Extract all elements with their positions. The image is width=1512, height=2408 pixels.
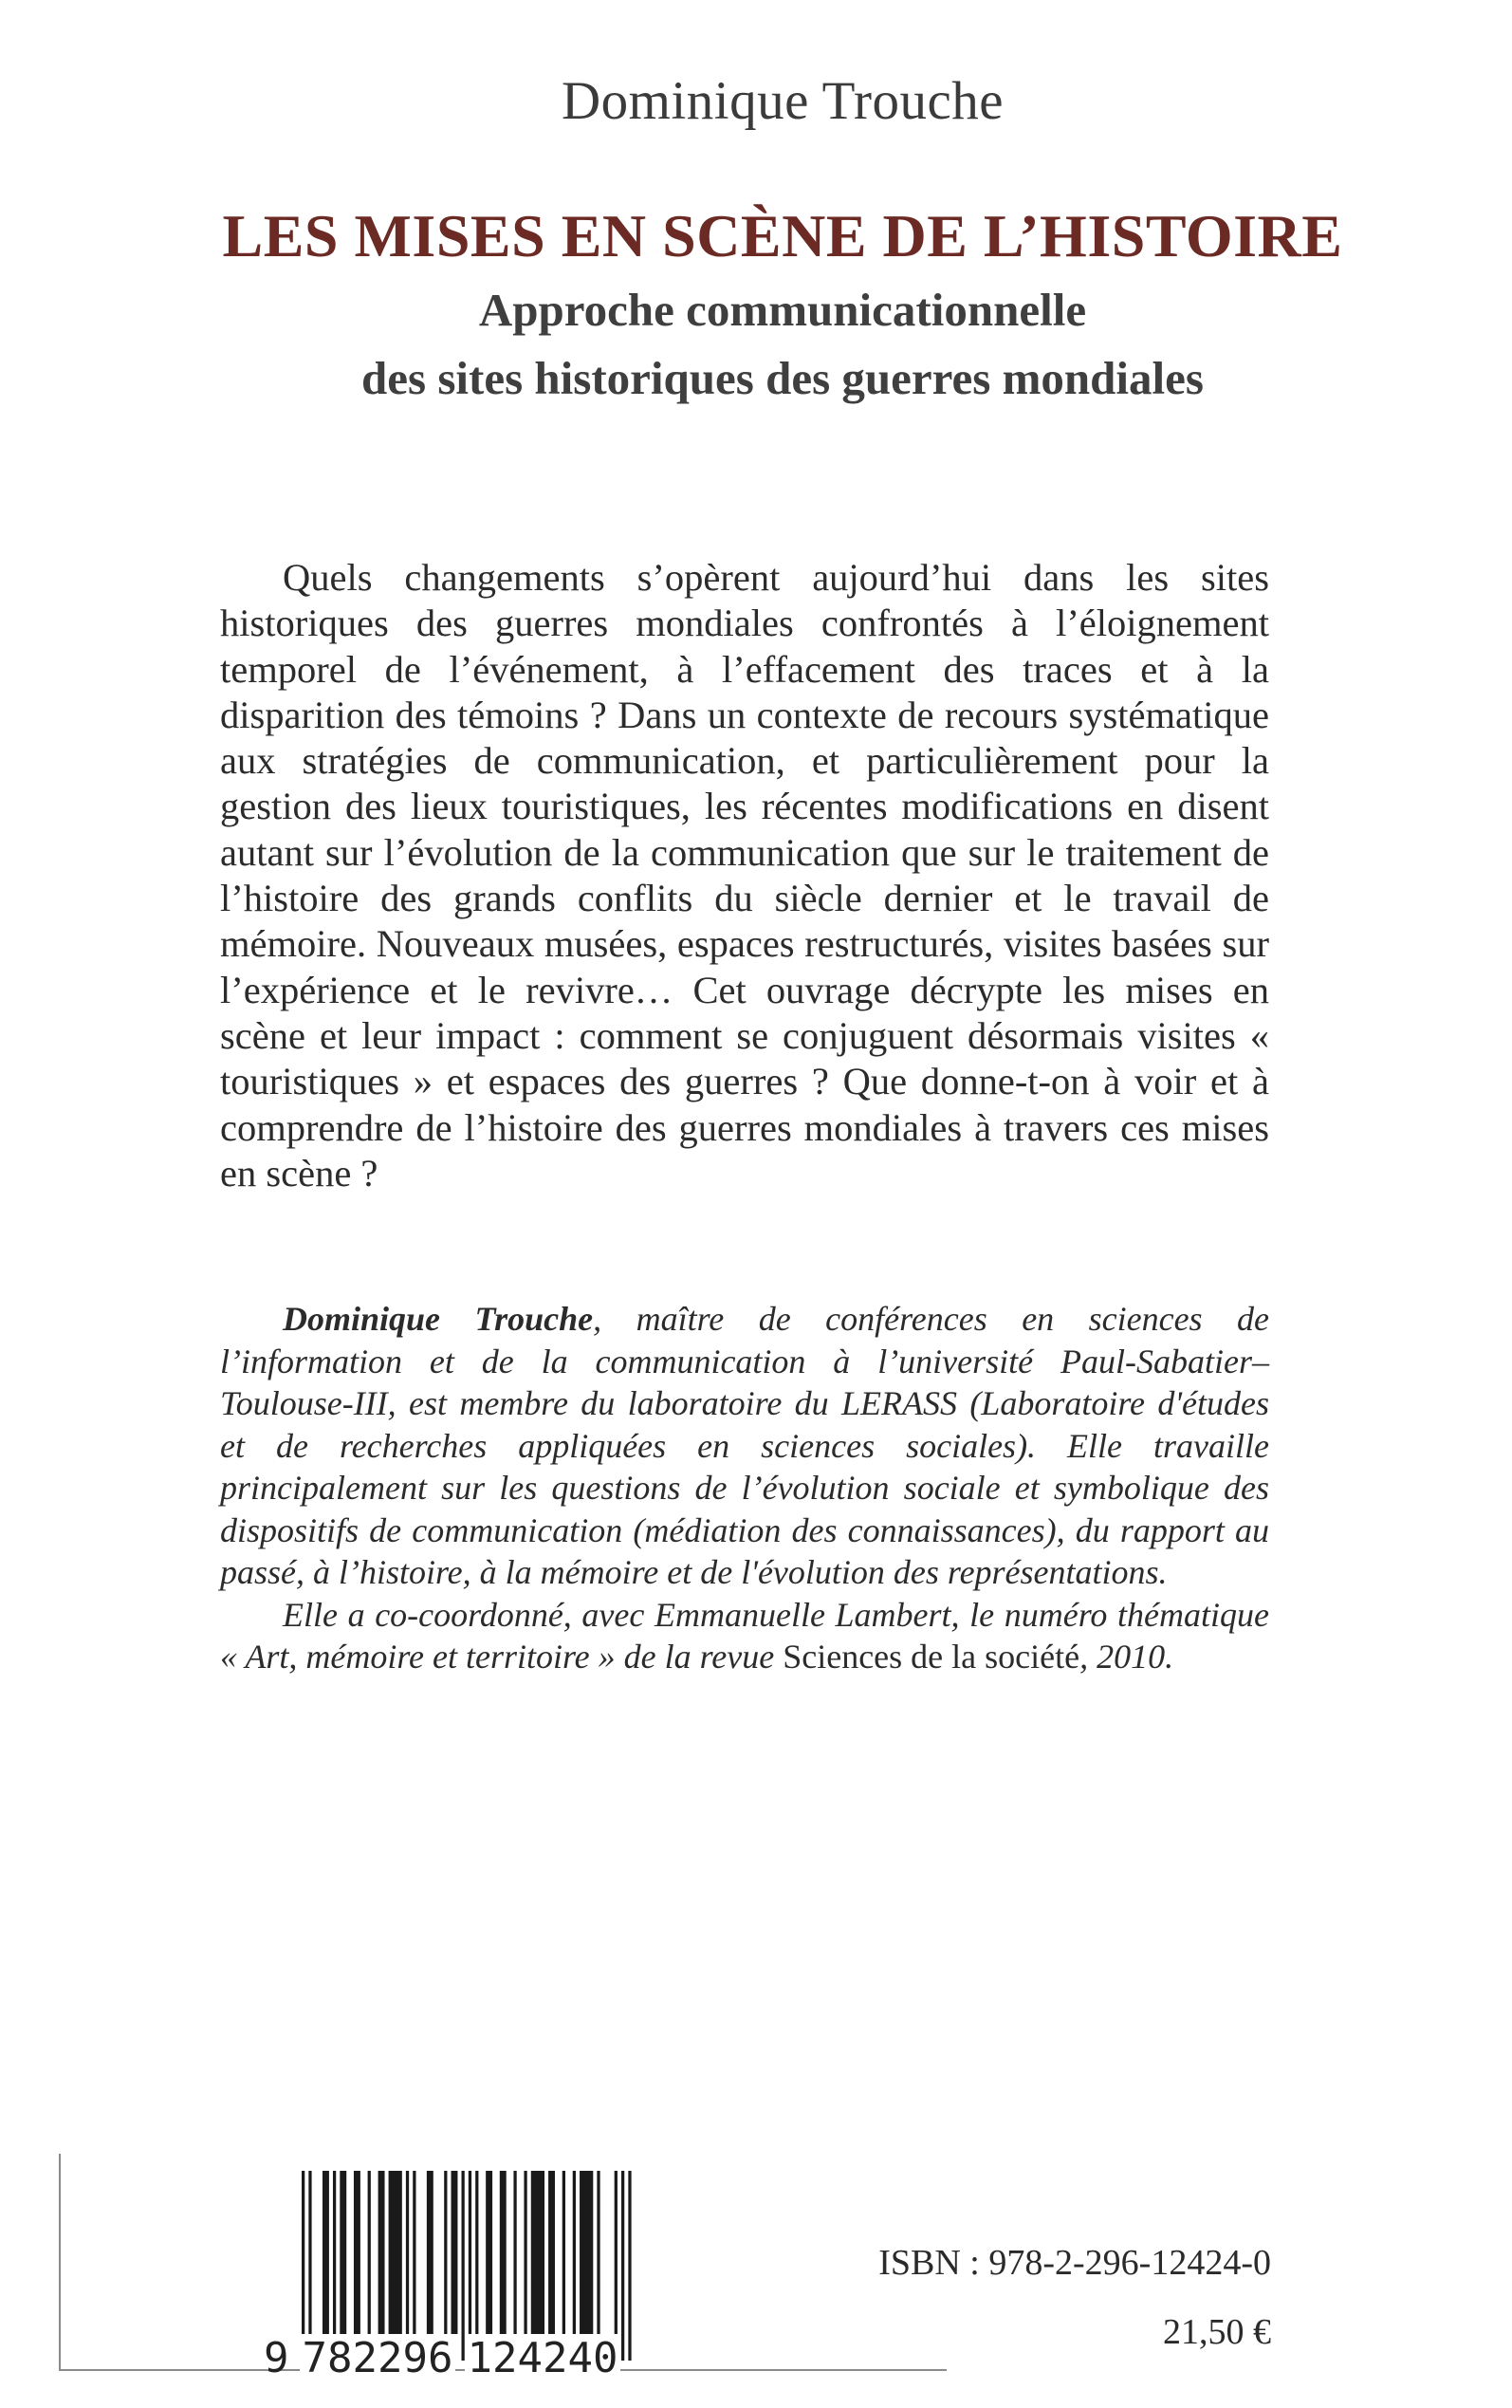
bio-author-name: Dominique Trouche bbox=[283, 1300, 594, 1338]
barcode-bar bbox=[475, 2171, 478, 2334]
barcode-bar bbox=[308, 2171, 311, 2361]
barcode-digits-left: 782296 bbox=[300, 2334, 455, 2383]
barcode-bar bbox=[462, 2171, 465, 2361]
barcode-bar bbox=[323, 2171, 329, 2334]
barcode-bar bbox=[562, 2171, 565, 2334]
bio-paragraph-2 bbox=[220, 1594, 1269, 1678]
bio-text-1: , maître de conférences en sciences de l’information et de la communication à l’université Paul-Sabatier–Toulouse-III, est membre du laboratoire du LERASS (Laboratoire d'études et de recherches appliquées en sciences sociales). Elle travaille principalement sur les questions de l’évolution sociale et symbolique des dispositifs de communication (médiation des connaissances), du rapport au passé, à l’histoire, à la mémoire et de l'évolution des représentations. bbox=[220, 1300, 1269, 1591]
author-bio bbox=[220, 1298, 1269, 1678]
barcode-digit-first: 9 bbox=[264, 2334, 289, 2382]
barcode-bar bbox=[452, 2171, 458, 2334]
barcode-bar bbox=[340, 2171, 346, 2334]
bio-text-2: Elle a co-coordonné, avec Emmanuelle Lambert, le numéro thématique « Art, mémoire et territoire » de la revue bbox=[220, 1595, 1269, 1676]
barcode-bar bbox=[615, 2171, 618, 2334]
barcode-bar bbox=[413, 2171, 415, 2334]
barcode-bar bbox=[406, 2171, 409, 2334]
isbn-number: ISBN : 978-2-296-12424-0 bbox=[878, 2243, 1271, 2283]
barcode-bar bbox=[524, 2171, 526, 2334]
barcode-bar bbox=[580, 2171, 593, 2334]
barcode-bar bbox=[469, 2171, 471, 2361]
price: 21,50 € bbox=[1163, 2312, 1271, 2352]
trim-rule-vertical bbox=[59, 2154, 61, 2370]
author-name: Dominique Trouche bbox=[561, 71, 1005, 131]
ean-barcode bbox=[264, 2171, 634, 2384]
barcode-bar bbox=[389, 2171, 402, 2334]
barcode-bar bbox=[302, 2171, 304, 2361]
barcode-bar bbox=[444, 2171, 447, 2334]
barcode-bar bbox=[621, 2171, 624, 2361]
book-title: LES MISES EN SCÈNE DE L’HISTOIRE bbox=[222, 202, 1343, 269]
journal-name: Sciences de la société bbox=[783, 1638, 1080, 1676]
subtitle-line-1: Approche communicationnelle bbox=[478, 284, 1087, 336]
barcode-bar bbox=[531, 2171, 544, 2334]
bio-text-2-end: , 2010. bbox=[1079, 1638, 1174, 1676]
summary-paragraph: Quels changements s’opèrent aujourd’hui dans les sites historiques des guerres mondiales confrontés à l’éloignement temporel de l’événement, à l’effacement des traces et à la disparition des témoins ? Dans un contexte de recours systématique aux stratégies de communication, et particulièrement pour la gestion des lieux touristiques, les récentes modifications en disent autant sur l’évolution de la communication que sur le traitement de l’histoire des grands conflits du siècle dernier et le travail de mémoire. Nouveaux musées, espaces restructurés, visites basées sur l’expérience et le revivre… Cet ouvrage décrypte les mises en scène et leur impact : comment se conjuguent désormais visites « touristiques » et espaces des guerres ? Que donne-t-on à voir et à comprendre de l’histoire des guerres mondiales à travers ces mises en scène ? bbox=[220, 556, 1269, 1195]
bio-paragraph-1 bbox=[220, 1298, 1269, 1594]
barcode-bar bbox=[573, 2171, 576, 2334]
barcode-digits bbox=[264, 2334, 634, 2383]
barcode-bar bbox=[354, 2171, 360, 2334]
barcode-bar bbox=[333, 2171, 336, 2334]
subtitle-line-2: des sites historiques des guerres mondiales bbox=[361, 352, 1204, 404]
barcode-digits-right: 124240 bbox=[465, 2334, 620, 2383]
barcode-bar bbox=[597, 2171, 599, 2334]
barcode-bar bbox=[548, 2171, 555, 2334]
barcode-bar bbox=[500, 2171, 507, 2334]
barcode-bar bbox=[513, 2171, 516, 2334]
barcode-bar bbox=[368, 2171, 371, 2334]
barcode-bar bbox=[628, 2171, 631, 2361]
barcode-bar bbox=[486, 2171, 492, 2334]
barcode-bar bbox=[378, 2171, 385, 2334]
barcode-bar bbox=[427, 2171, 433, 2334]
